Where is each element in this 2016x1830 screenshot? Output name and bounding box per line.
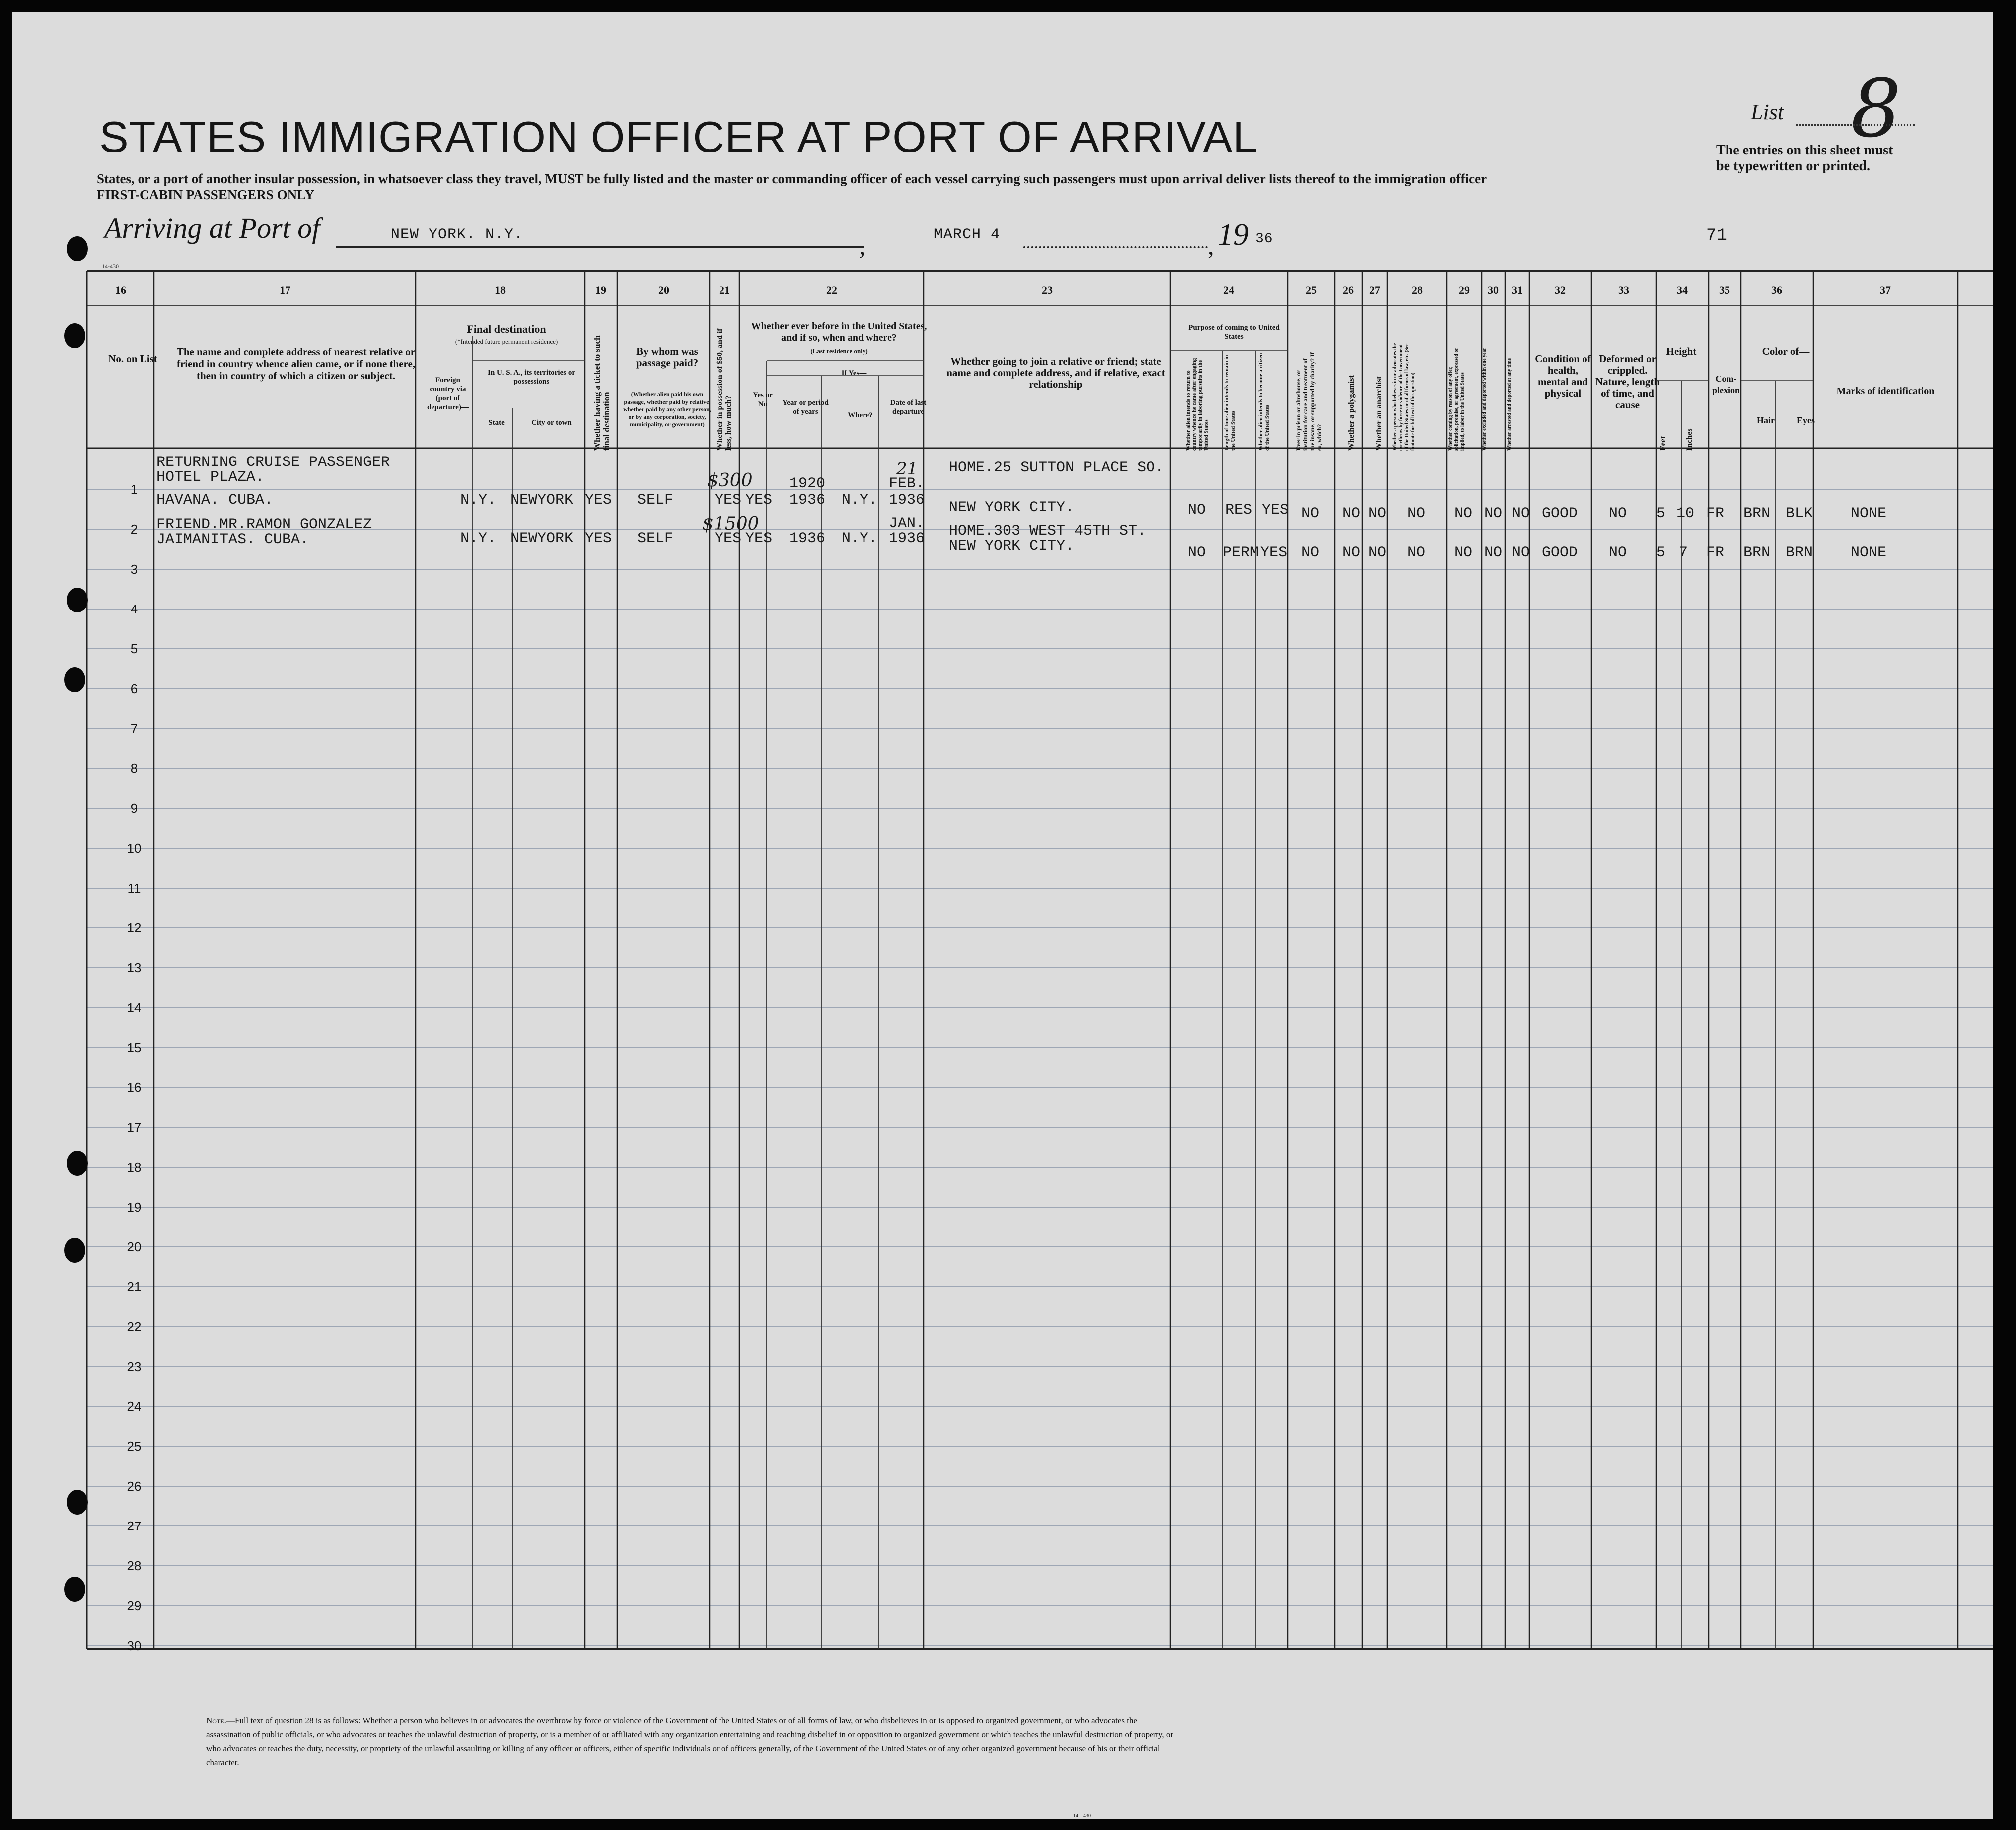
p1-return-country: NO: [1188, 502, 1206, 519]
p1-departure-2: 1936: [889, 492, 925, 509]
header-anarchist: Whether an anarchist: [1375, 376, 1383, 451]
p1-money: YES: [715, 492, 742, 509]
p1-feet: 5: [1656, 505, 1666, 522]
p2-citizen: YES: [1260, 544, 1288, 561]
column-number: 24: [1223, 284, 1234, 296]
header-final-destination-note: (*Intended future permanent residence): [455, 338, 558, 345]
header-polygamist: Whether a polygamist: [1347, 375, 1356, 451]
header-city: City or town: [531, 419, 572, 427]
p1-excluded: NO: [1484, 505, 1503, 522]
header-date-last-departure: Date of last departure: [890, 399, 927, 416]
column-number: 26: [1343, 284, 1354, 296]
table-grid: [12, 12, 1993, 1819]
comma: ,: [859, 232, 865, 260]
row-number: 11: [127, 881, 141, 896]
column-number: 16: [115, 284, 126, 296]
port-line: [336, 246, 864, 248]
row-number: 15: [127, 1040, 142, 1055]
header-foreign-country: Foreign country via (port of departure)—: [427, 376, 469, 411]
p2-hair: BRN: [1743, 544, 1771, 561]
header-health: Condition of health, mental and physical: [1535, 353, 1591, 399]
column-number: 37: [1880, 284, 1891, 296]
column-number: 27: [1369, 284, 1380, 296]
p1-citizen: YES: [1262, 502, 1289, 519]
column-number: 19: [595, 284, 606, 296]
footnote-label: Note.: [206, 1716, 226, 1725]
header-ever-before: Whether ever before in the United States, and if so, when and where?: [751, 321, 927, 343]
column-number: 29: [1459, 284, 1470, 296]
column-number: 22: [826, 284, 837, 296]
row-number: 16: [127, 1080, 142, 1095]
instructions-text: States, or a port of another insular possession, in whatsoever class they travel, MUST be fully listed and the master or commanding officer of each vessel carrying such passengers must upon arrival deliver lists thereof to the immigration officer: [97, 171, 1487, 186]
header-state: State: [488, 419, 505, 427]
header-return-country: Whether alien intends to return to country whence he came after engaging temporarily in laboring pursuits in the United States: [1185, 358, 1209, 451]
header-no-on-list: No. on List: [108, 353, 157, 365]
header-eyes: Eyes: [1797, 415, 1815, 425]
header-if-yes: If Yes—: [841, 369, 867, 377]
p1-money-handwritten: $300: [707, 470, 753, 491]
row-number: 2: [130, 522, 138, 537]
year-suffix: 36: [1255, 231, 1273, 247]
row-number: 1: [130, 482, 138, 497]
column-number: 31: [1512, 284, 1523, 296]
p2-departure-2: 1936: [889, 530, 925, 547]
header-height: Height: [1666, 345, 1697, 357]
header-question-29: Whether coming by reason of any offer, solicitation, promise, or agreement, expressed or implied, to labor in the United States: [1448, 348, 1465, 451]
p1-relative-line3: HAVANA. CUBA.: [156, 492, 274, 509]
p2-deported: NO: [1512, 544, 1530, 561]
p1-where: N.Y.: [842, 492, 878, 509]
p2-joining-2: NEW YORK CITY.: [949, 538, 1075, 555]
row-number: 24: [127, 1399, 142, 1414]
column-number: 20: [658, 284, 669, 296]
row-number: 7: [130, 721, 138, 736]
p2-where: N.Y.: [842, 530, 878, 547]
header-passage-paid: By whom was passage paid?: [636, 345, 699, 369]
header-relative-address: The name and complete address of nearest relative or friend in country whence alien came, or if none there, then in country of which a citizen or subject.: [176, 346, 416, 382]
p1-years-1: 1920: [789, 475, 826, 492]
list-number-handwritten: 8: [1851, 62, 1901, 155]
p2-inches: 7: [1679, 544, 1688, 561]
p1-marks: NONE: [1851, 505, 1887, 522]
punch-hole: [64, 667, 85, 692]
p1-health: GOOD: [1542, 505, 1578, 522]
header-deported: Whether arrested and deported at any time: [1507, 358, 1512, 451]
list-number-line: [1796, 124, 1915, 126]
header-question-28: Whether a person who believes in or advocates the overthrow by force or violence of the Government of the United States or of all forms of law, etc. (See footnote for full text of this question): [1392, 343, 1416, 451]
header-become-citizen: Whether alien intends to become a citizen of the United States: [1258, 353, 1270, 451]
form-code: 14-430: [102, 263, 119, 270]
punch-hole: [64, 1577, 85, 1602]
date-dotted-line: [1023, 246, 1208, 248]
p1-deported: NO: [1512, 505, 1530, 522]
date-value: MARCH 4: [934, 226, 1001, 243]
header-complexion: Com-plexion: [1712, 374, 1740, 395]
header-yes-no: Yes or No: [753, 391, 773, 408]
row-number: 8: [130, 761, 138, 776]
column-number: 34: [1677, 284, 1688, 296]
p2-been-before: YES: [745, 530, 773, 547]
p1-hair: BRN: [1743, 505, 1771, 522]
page-number: 71: [1706, 226, 1728, 245]
p2-excluded: NO: [1484, 544, 1503, 561]
row-number: 3: [130, 562, 138, 577]
row-number: 20: [127, 1239, 142, 1254]
p2-relative-line2: JAIMANITAS. CUBA.: [156, 531, 309, 548]
row-number: 22: [127, 1319, 142, 1334]
p1-eyes: BLK: [1786, 505, 1813, 522]
p2-feet: 5: [1656, 544, 1666, 561]
header-purpose: Purpose of coming to United States: [1188, 324, 1280, 341]
p1-inches: 10: [1676, 505, 1695, 522]
p1-deformed: NO: [1609, 505, 1627, 522]
row-number: 19: [127, 1200, 142, 1215]
header-joining-relative: Whether going to join a relative or friend; state name and complete address, and if relative, exact relationship: [946, 355, 1165, 390]
year-prefix: 19: [1218, 218, 1249, 252]
p1-polygamist: NO: [1342, 505, 1361, 522]
p2-deformed: NO: [1609, 544, 1627, 561]
header-length-stay: Length of time alien intends to remain in the United States: [1224, 355, 1236, 451]
list-label: List: [1751, 100, 1784, 124]
p2-polygamist: NO: [1342, 544, 1361, 561]
row-number: 12: [127, 920, 142, 935]
p2-complexion: FR: [1706, 544, 1725, 561]
p2-prison: NO: [1301, 544, 1320, 561]
header-fifty-dollars: Whether in possession of $50, and if less, how much?: [716, 328, 733, 451]
p2-ticket: YES: [585, 530, 612, 547]
p2-q28: NO: [1407, 544, 1426, 561]
p2-q29: NO: [1454, 544, 1473, 561]
header-where: Where?: [848, 411, 873, 419]
column-number: 23: [1042, 284, 1053, 296]
notice-line-2: be typewritten or printed.: [1716, 158, 1870, 174]
punch-hole: [64, 323, 85, 348]
p2-relative-line1: FRIEND.MR.RAMON GONZALEZ: [156, 516, 372, 533]
p1-relative-line2: HOTEL PLAZA.: [156, 469, 265, 486]
p1-ticket: YES: [585, 492, 612, 509]
p1-prison: NO: [1301, 505, 1320, 522]
punch-hole: [67, 588, 88, 612]
header-feet: Feet: [1659, 436, 1667, 451]
row-number: 13: [127, 960, 142, 975]
p1-departure-day-handwritten: 21: [896, 459, 918, 479]
row-number: 29: [127, 1598, 142, 1613]
p2-departure-1: JAN.: [889, 515, 925, 532]
notice-line-1: The entries on this sheet must: [1716, 143, 1893, 158]
row-number: 9: [130, 801, 138, 816]
p1-been-before: YES: [745, 492, 773, 509]
p2-money: YES: [715, 530, 742, 547]
p1-q28: NO: [1407, 505, 1426, 522]
p1-length-stay: RES: [1225, 502, 1253, 519]
p2-health: GOOD: [1542, 544, 1578, 561]
p1-city: NEWYORK: [510, 492, 574, 509]
row-number: 28: [127, 1558, 142, 1573]
header-deformed: Deformed or crippled. Nature, length of time, and cause: [1595, 353, 1660, 411]
row-number: 4: [130, 602, 138, 616]
footnote-text: —Full text of question 28 is as follows: Whether a person who believes in or advocates the overthrow by force or violence of the Government of the United States or of all forms of law, or who disbelieves in or is opposed to organized government, or who advocates the assassination of public officials, or who advocates or teaches the unlawful destruction of property, or is a member of or affiliated with any organization entertaining and teaching disbelief in or opposition to organized government or which teaches the unlawful destruction of property, or who advocates or teaches the duty, necessity, or propriety of the unlawful assaulting or killing of any officer or officers, either of specific individuals or of officers generally, of the Government of the United States or of any other organized government because of his or their official character.: [206, 1716, 1174, 1767]
row-number: 21: [127, 1279, 142, 1294]
p1-joining-1: HOME.25 SUTTON PLACE SO.: [949, 459, 1164, 476]
column-number: 18: [495, 284, 506, 296]
header-color-of: Color of—: [1762, 345, 1810, 357]
punch-hole: [67, 236, 88, 261]
punch-hole: [67, 1490, 88, 1515]
header-inches: Inches: [1685, 428, 1694, 451]
p2-money-handwritten: $1500: [702, 514, 759, 534]
row-number: 26: [127, 1479, 142, 1494]
p1-state: N.Y.: [460, 492, 497, 509]
header-ever-before-note: (Last residence only): [810, 347, 868, 355]
p2-return-country: NO: [1188, 544, 1206, 561]
p2-eyes: BRN: [1786, 544, 1813, 561]
p2-length-stay: PERM: [1223, 544, 1259, 561]
passenger-class: FIRST-CABIN PASSENGERS ONLY: [97, 187, 315, 202]
p2-years: 1936: [789, 530, 826, 547]
p2-city: NEWYORK: [510, 530, 574, 547]
header-year-period: Year or period of years: [782, 399, 829, 416]
comma: ,: [1208, 232, 1214, 260]
p1-q29: NO: [1454, 505, 1473, 522]
header-ticket: Whether having a ticket to such final destination: [592, 335, 611, 451]
manifest-sheet: [12, 12, 1993, 1819]
p1-joining-2: NEW YORK CITY.: [949, 499, 1075, 516]
column-number: 28: [1412, 284, 1423, 296]
column-number: 35: [1719, 284, 1730, 296]
p1-complexion: FR: [1706, 505, 1725, 522]
p1-anarchist: NO: [1368, 505, 1387, 522]
p2-anarchist: NO: [1368, 544, 1387, 561]
row-number: 25: [127, 1439, 142, 1454]
p1-years-2: 1936: [789, 492, 826, 509]
row-number: 10: [127, 841, 142, 856]
column-number: 30: [1488, 284, 1499, 296]
p1-paid-by: SELF: [637, 492, 674, 509]
p1-relative-line1: RETURNING CRUISE PASSENGER: [156, 454, 390, 471]
header-marks: Marks of identification: [1836, 386, 1935, 397]
row-number: 30: [127, 1638, 142, 1653]
column-number: 36: [1771, 284, 1782, 296]
p1-departure-1: FEB.: [889, 475, 925, 492]
port-value: NEW YORK. N.Y.: [391, 226, 524, 243]
header-hair: Hair: [1757, 415, 1775, 425]
column-number: 25: [1306, 284, 1317, 296]
footnote-form-code: 14—430: [1073, 1813, 1091, 1819]
row-number: 23: [127, 1359, 142, 1374]
p2-marks: NONE: [1851, 544, 1887, 561]
row-number: 18: [127, 1160, 142, 1175]
row-number: 17: [127, 1120, 142, 1135]
column-number: 32: [1555, 284, 1566, 296]
row-number: 5: [130, 641, 138, 656]
header-prison: Ever in prison or almshouse, or institution for care and treatment of the insane, or supported by charity? If so, which?: [1295, 352, 1323, 451]
p2-joining-1: HOME.303 WEST 45TH ST.: [949, 523, 1147, 540]
column-number: 17: [280, 284, 290, 296]
column-number: 33: [1618, 284, 1629, 296]
header-passage-paid-note: (Whether alien paid his own passage, whether paid by relative, whether paid by any other person, or by any corporation, society, municipality, or government): [623, 391, 711, 428]
row-number: 27: [127, 1519, 142, 1533]
arriving-label: Arriving at Port of: [104, 212, 320, 244]
row-number: 6: [130, 681, 138, 696]
header-final-destination: Final destination: [467, 323, 546, 335]
header-excluded: Whether excluded and deported within one year: [1482, 348, 1487, 451]
punch-hole: [67, 1151, 88, 1176]
footnote: [206, 1714, 1183, 1770]
p2-state: N.Y.: [460, 530, 497, 547]
punch-hole: [64, 1238, 85, 1263]
header-in-usa: In U. S. A., its territories or possessions: [488, 369, 575, 386]
row-number: 14: [127, 1000, 142, 1015]
page-title: STATES IMMIGRATION OFFICER AT PORT OF ARRIVAL: [99, 112, 1258, 161]
p2-paid-by: SELF: [637, 530, 674, 547]
column-number: 21: [719, 284, 730, 296]
